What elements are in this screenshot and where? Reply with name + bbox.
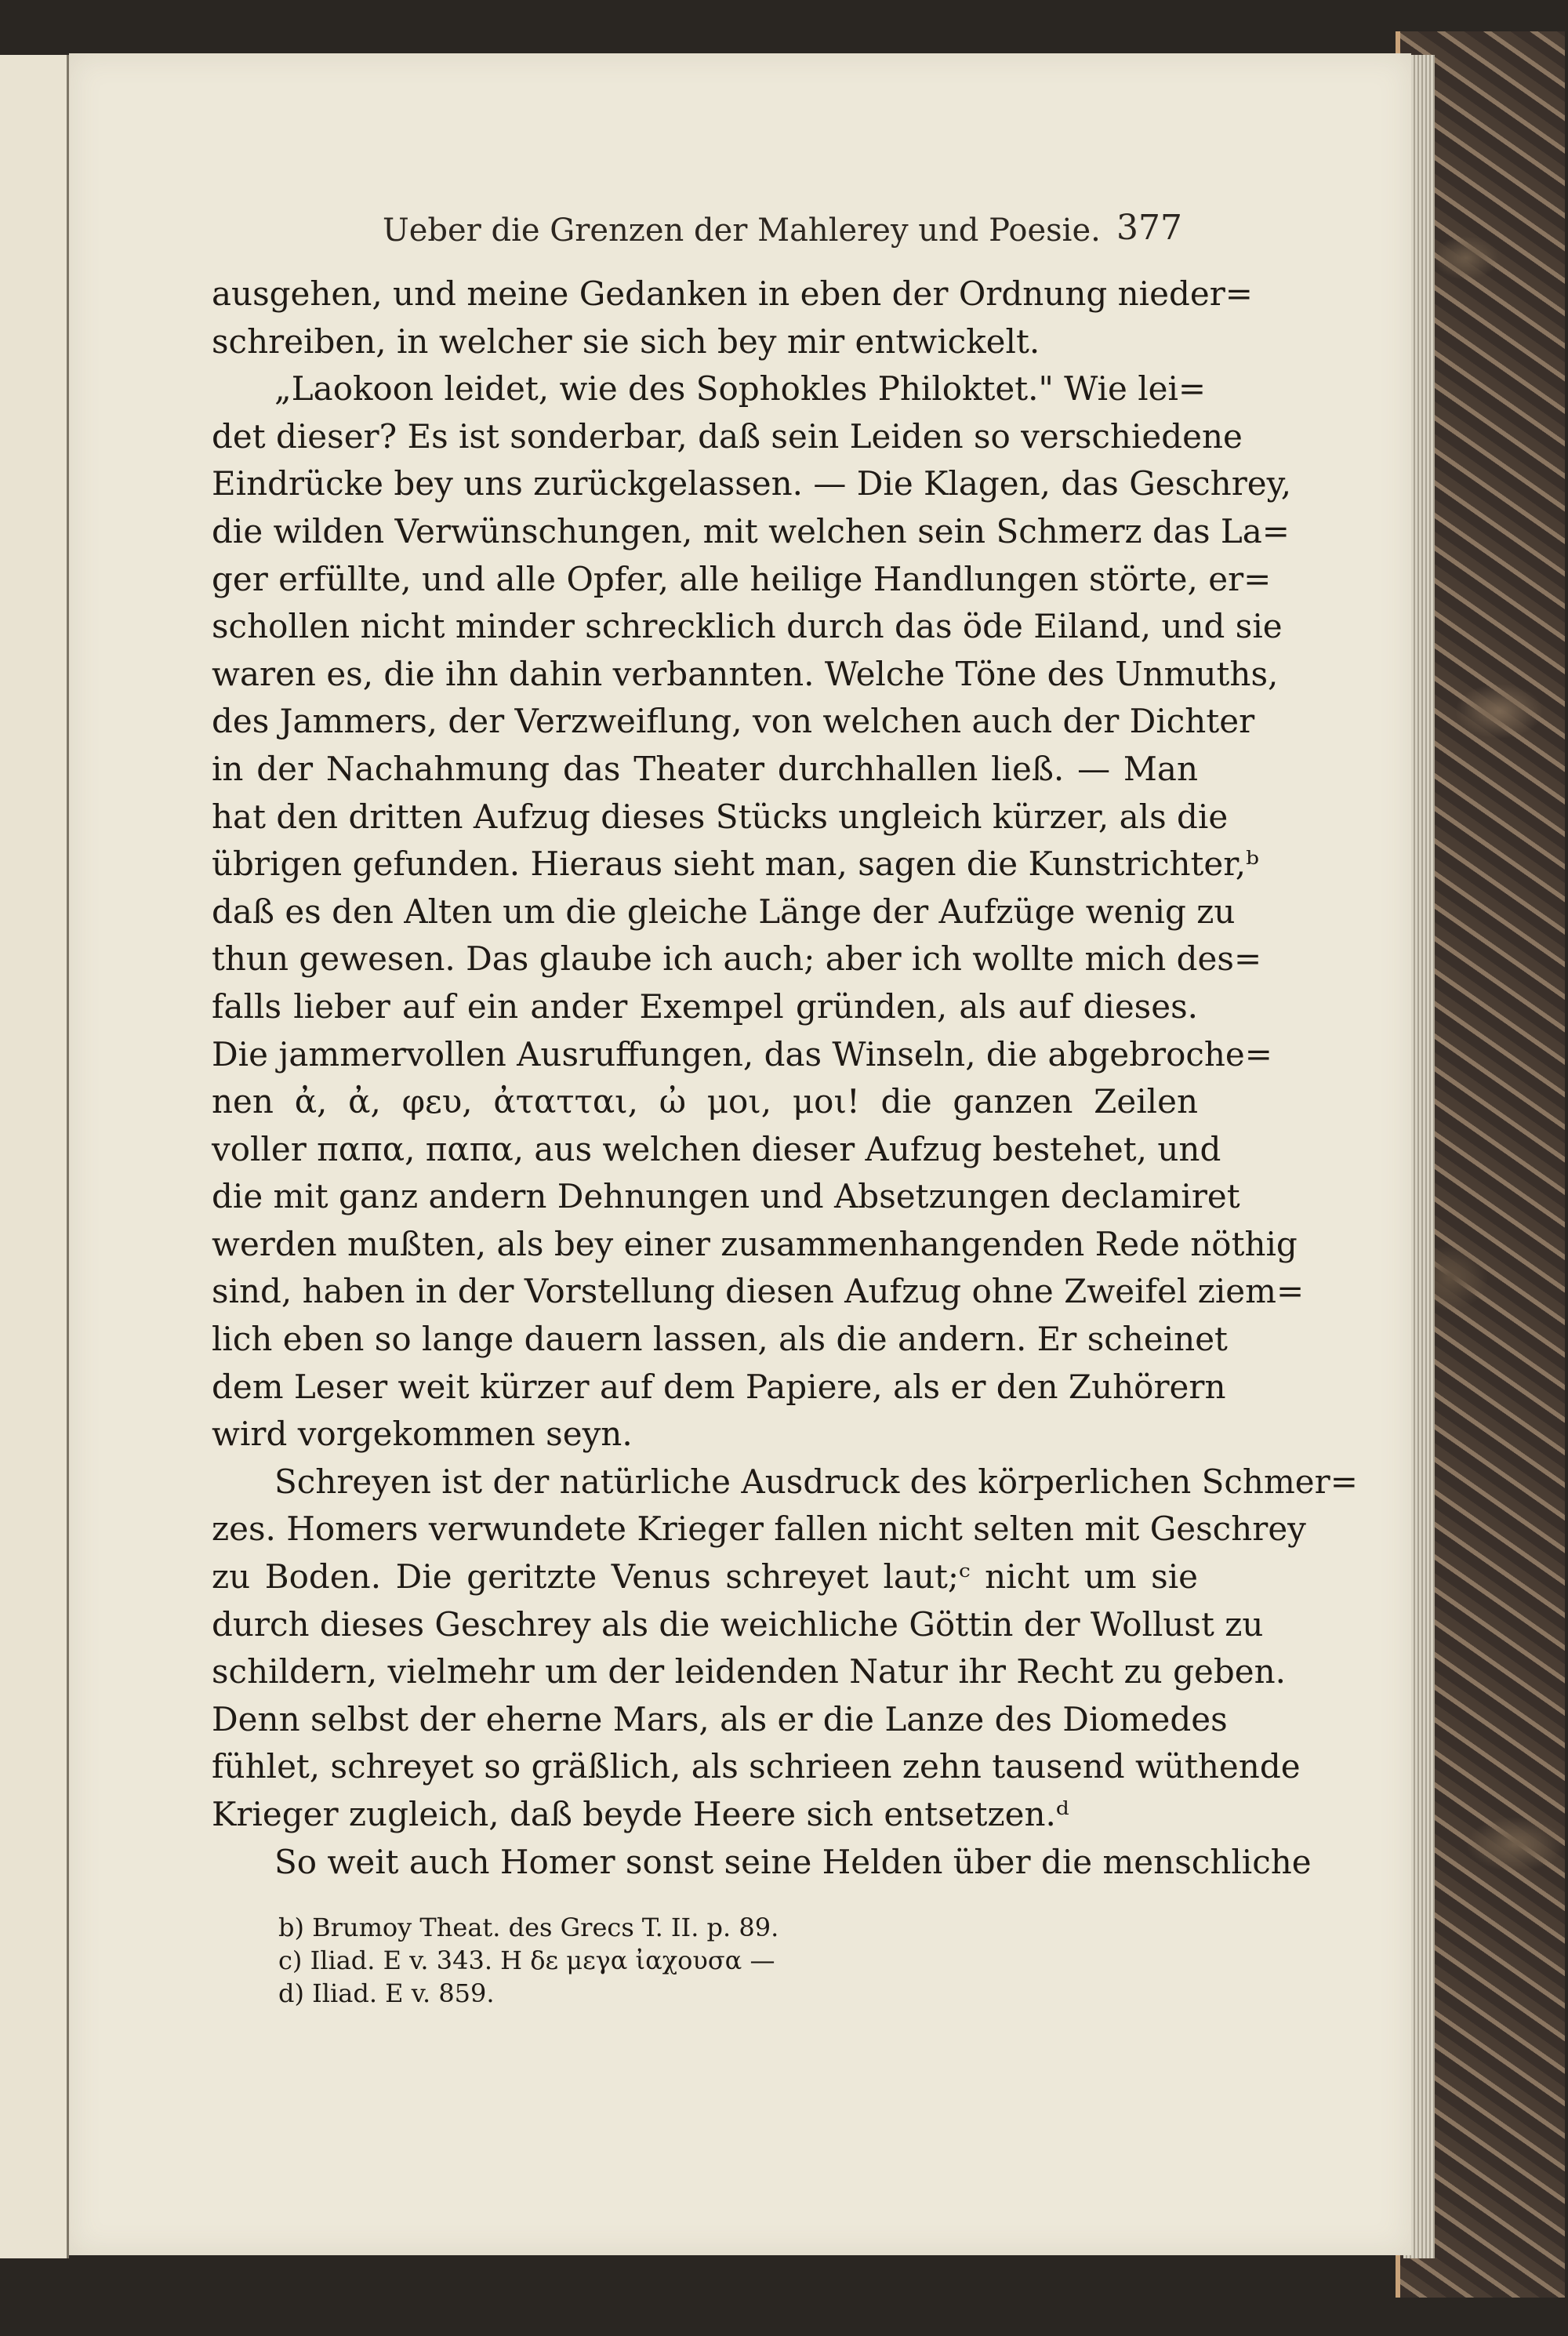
- footnotes: [278, 1911, 984, 2010]
- text-line: det dieser? Es ist sonderbar, daß sein Leiden so verschiedene: [212, 416, 1243, 456]
- text-line: übrigen gefunden. Hieraus sieht man, sagen die Kunstrichter,ᵇ: [212, 845, 1259, 884]
- text-line: nen ἀ, ἀ, φευ, ἀτατται, ὠ μοι, μοι! die ganzen Zeilen: [212, 1082, 1198, 1121]
- text-line: Schreyen ist der natürliche Ausdruck des körperlichen Schmer=: [274, 1462, 1358, 1501]
- text-line: dem Leser weit kürzer auf dem Papiere, als er den Zuhörern: [212, 1367, 1226, 1406]
- text-line: Die jammervollen Ausruffungen, das Winseln, die abgebroche=: [212, 1034, 1272, 1074]
- text-line: Eindrücke bey uns zurückgelassen. — Die Klagen, das Geschrey,: [212, 464, 1292, 503]
- text-line: thun gewesen. Das glaube ich auch; aber ich wollte mich des=: [212, 939, 1262, 979]
- text-line: zes. Homers verwundete Krieger fallen nicht selten mit Geschrey: [212, 1509, 1306, 1549]
- text-line: daß es den Alten um die gleiche Länge der Aufzüge wenig zu: [212, 892, 1236, 931]
- header-title: Ueber die Grenzen der Mahlerey und Poesie.: [383, 213, 1101, 249]
- text-line: sind, haben in der Vorstellung diesen Aufzug ohne Zweifel ziem=: [212, 1272, 1305, 1311]
- text-line: ger erfüllte, und alle Opfer, alle heilige Handlungen störte, er=: [212, 559, 1272, 598]
- text-line: wird vorgekommen seyn.: [212, 1415, 633, 1454]
- facing-page-edge: [0, 55, 69, 2258]
- text-line: schollen nicht minder schrecklich durch das öde Eiland, und sie: [212, 607, 1283, 646]
- text-line: die wilden Verwünschungen, mit welchen sein Schmerz das La=: [212, 511, 1290, 550]
- text-line: lich eben so lange dauern lassen, als die andern. Er scheinet: [212, 1320, 1228, 1359]
- text-line: fühlet, schreyet so gräßlich, als schrieen zehn tausend wüthende: [212, 1747, 1301, 1786]
- text-line: ausgehen, und meine Gedanken in eben der Ordnung nieder=: [212, 274, 1253, 313]
- text-line: waren es, die ihn dahin verbannten. Welche Töne des Unmuths,: [212, 654, 1279, 693]
- footnote: d) Iliad. E v. 859.: [278, 1978, 495, 2008]
- text-line: in der Nachahmung das Theater durchhallen ließ. — Man: [212, 749, 1198, 788]
- text-line: zu Boden. Die geritzte Venus schreyet laut;ᶜ nicht um sie: [212, 1557, 1198, 1597]
- footnote: b) Brumoy Theat. des Grecs T. II. p. 89.: [278, 1913, 779, 1942]
- text-line: die mit ganz andern Dehnungen und Absetzungen declamiret: [212, 1177, 1240, 1216]
- text-line: schildern, vielmehr um der leidenden Natur ihr Recht zu geben.: [212, 1652, 1286, 1691]
- text-line: schreiben, in welcher sie sich bey mir entwickelt.: [212, 322, 1040, 361]
- text-line: Denn selbst der eherne Mars, als er die Lanze des Diomedes: [212, 1699, 1228, 1738]
- text-line: voller παπα, παπα, aus welchen dieser Aufzug bestehet, und: [212, 1129, 1221, 1168]
- text-line: werden mußten, als bey einer zusammenhangenden Rede nöthig: [212, 1224, 1298, 1263]
- body-text: [212, 271, 1358, 1886]
- text-line: So weit auch Homer sonst seine Helden über die menschliche: [274, 1842, 1312, 1881]
- text-line: Krieger zugleich, daß beyde Heere sich entsetzen.ᵈ: [212, 1795, 1069, 1833]
- text-line: „Laokoon leidet, wie des Sophokles Philoktet." Wie lei=: [274, 369, 1207, 409]
- page-number: 377: [1116, 208, 1182, 248]
- text-line: hat den dritten Aufzug dieses Stücks ungleich kürzer, als die: [212, 797, 1229, 836]
- text-line: falls lieber auf ein ander Exempel gründen, als auf dieses.: [212, 986, 1198, 1026]
- text-line: des Jammers, der Verzweiflung, von welchen auch der Dichter: [212, 702, 1255, 741]
- footnote: c) Iliad. E v. 343. H δε μεγα ἰαχουσα —: [278, 1945, 775, 1975]
- running-header: [383, 208, 1182, 255]
- text-line: durch dieses Geschrey als die weichliche Göttin der Wollust zu: [212, 1604, 1264, 1644]
